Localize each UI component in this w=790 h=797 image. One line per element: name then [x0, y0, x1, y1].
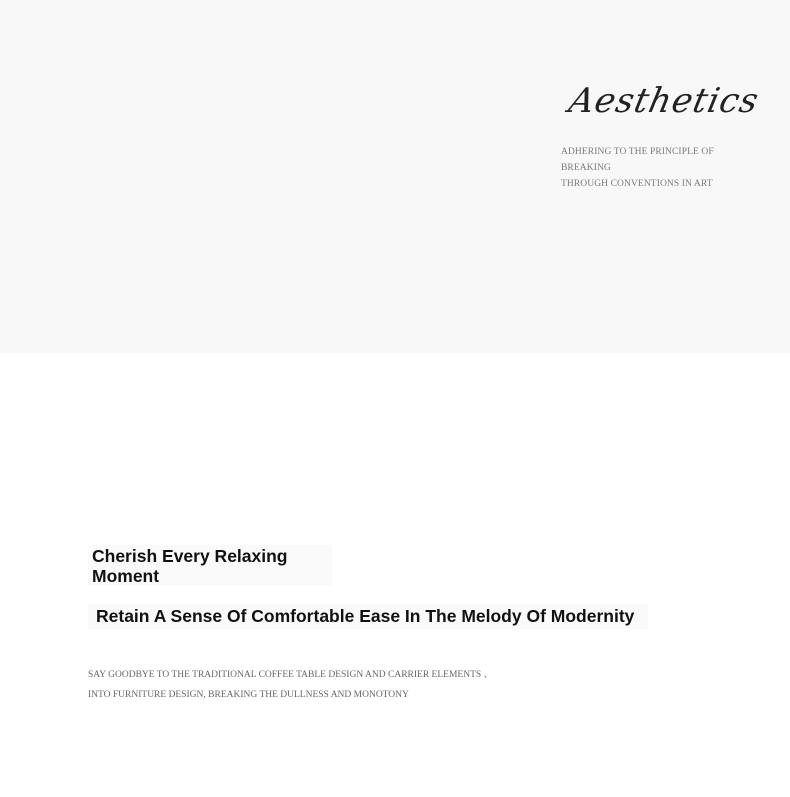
- secondary-heading-block: [88, 604, 648, 629]
- secondary-heading: Retain A Sense Of Comfortable Ease In The Melody Of Modernity: [96, 606, 635, 626]
- primary-heading-line-1: Cherish Every Relaxing: [92, 546, 288, 566]
- aesthetics-subtitle: [561, 144, 761, 192]
- body-copy-line-1: SAY GOODBYE TO THE TRADITIONAL COFFEE TABLE DESIGN AND CARRIER ELEMENTS 、: [88, 670, 494, 680]
- body-copy: [88, 665, 548, 705]
- aesthetics-subtitle-line-1: ADHERING TO THE PRINCIPLE OF BREAKING: [561, 147, 714, 173]
- aesthetics-script-title: Aesthetics: [565, 81, 763, 121]
- aesthetics-banner: [0, 0, 790, 353]
- body-copy-line-2: INTO FURNITURE DESIGN, BREAKING THE DULLNESS AND MONOTONY: [88, 690, 409, 700]
- primary-heading-line-2: Moment: [92, 566, 160, 586]
- primary-heading: [88, 545, 332, 586]
- aesthetics-subtitle-line-2: THROUGH CONVENTIONS IN ART: [561, 179, 713, 189]
- primary-heading-block: [88, 545, 332, 586]
